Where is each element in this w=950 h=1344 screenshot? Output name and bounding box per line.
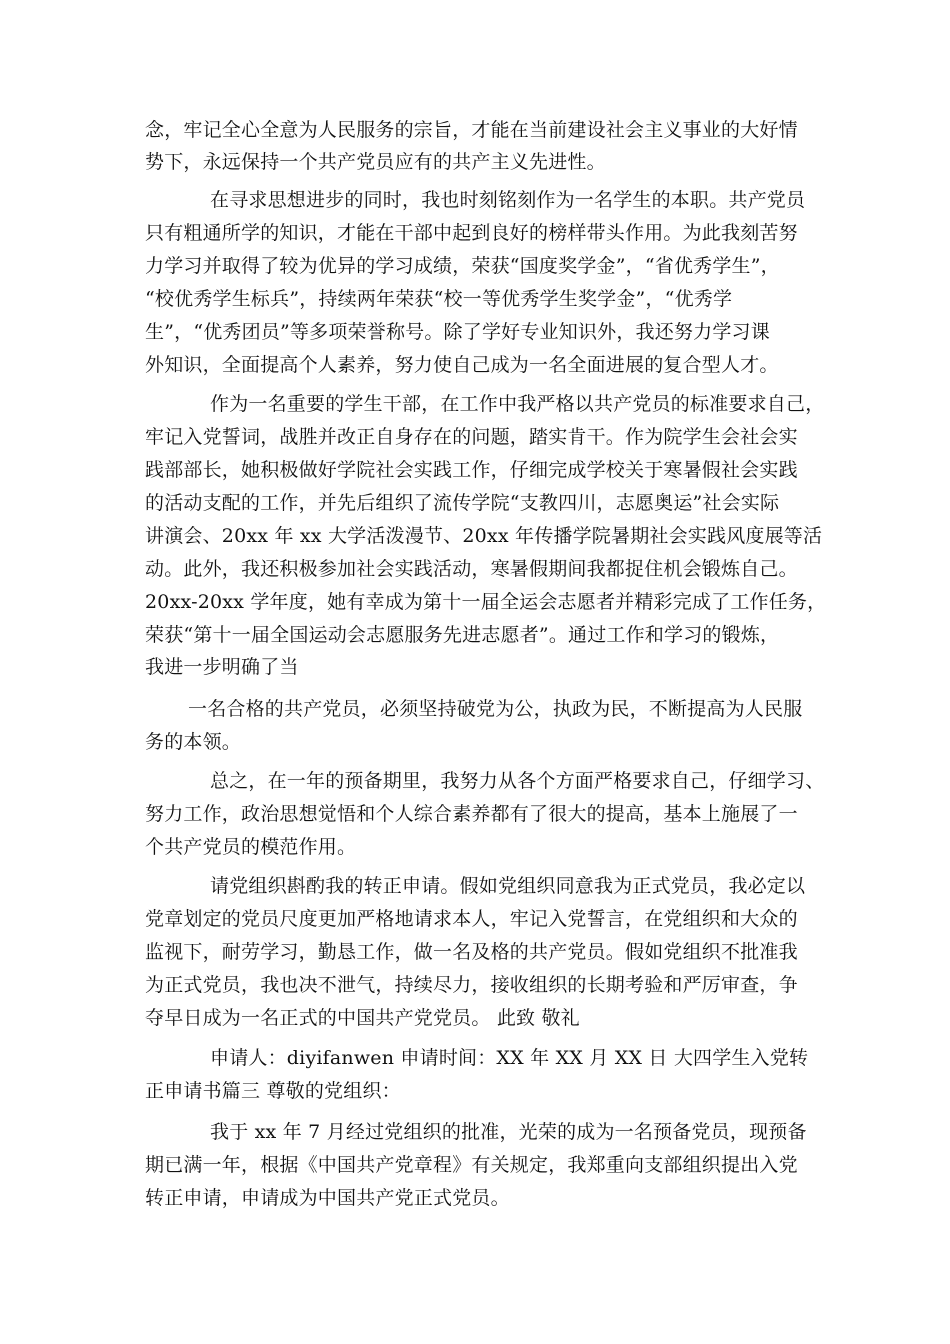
text-line: 我进一步明确了当 [145,656,299,678]
text-line: 力学习并取得了较为优异的学习成绩，荣获“国度奖学金”，“省优秀学生”， [145,255,780,277]
paragraph-start-line: 总之，在一年的预备期里，我努力从各个方面严格要求自己，仔细学习、 [210,770,825,792]
section-heading-line: 正申请书篇三 尊敬的党组织： [145,1080,401,1102]
text-line: 生”，“优秀团员”等多项荣誉称号。除了学好专业知识外，我还努力学习课 [145,321,770,343]
text-line: 荣获“第十一届全国运动会志愿服务先进志愿者”。通过工作和学习的锻炼， [145,624,780,646]
paragraph-start-line: 请党组织斟酌我的转正申请。假如党组织同意我为正式党员，我必定以 [210,875,806,897]
paragraph-start-line: 我于 xx 年 7 月经过党组织的批准，光荣的成为一名预备党员，现预备 [210,1121,807,1143]
text-line: 努力工作，政治思想觉悟和个人综合素养都有了很大的提高，基本上施展了一 [145,803,798,825]
paragraph-start-line: 在寻求思想进步的同时，我也时刻铭刻作为一名学生的本职。共产党员 [210,189,806,211]
text-line: 20xx-20xx 学年度，她有幸成为第十一届全运会志愿者并精彩完成了工作任务， [145,591,827,613]
text-line: 势下，永远保持一个共产党员应有的共产主义先进性。 [145,151,606,173]
text-line: 转正申请，申请成为中国共产党正式党员。 [145,1187,510,1209]
text-line: 念，牢记全心全意为人民服务的宗旨，才能在当前建设社会主义事业的大好情 [145,119,798,141]
text-line: 的活动支配的工作，并先后组织了流传学院“支教四川，志愿奥运”社会实际 [145,492,780,514]
applicant-line: 申请人：diyifanwen 申请时间：XX 年 XX 月 XX 日 大四学生入党转 [210,1047,809,1069]
text-line: 务的本领。 [145,731,242,753]
text-line: 夺早日成为一名正式的中国共产党党员。 此致 敬礼 [145,1007,580,1029]
text-line: 外知识，全面提高个人素养，努力使自己成为一名全面进展的复合型人才。 [145,354,779,376]
paragraph-start-line: 作为一名重要的学生干部，在工作中我严格以共产党员的标准要求自己， [210,393,825,415]
text-line: 期已满一年，根据《中国共产党章程》有关规定，我郑重向支部组织提出入党 [145,1154,798,1176]
text-line: 党章划定的党员尺度更加严格地请求本人，牢记入党誓言，在党组织和大众的 [145,908,798,930]
text-line: 动。此外，我还积极参加社会实践活动，寒暑假期间我都捉住机会锻炼自己。 [145,558,798,580]
text-line: 为正式党员，我也决不泄气，持续尽力，接收组织的长期考验和严厉审查，争 [145,974,798,996]
text-line: 监视下，耐劳学习，勤恳工作，做一名及格的共产党员。假如党组织不批准我 [145,941,798,963]
text-line: 牢记入党誓词，战胜并改正自身存在的问题，踏实肯干。作为院学生会社会实 [145,426,798,448]
text-line: “校优秀学生标兵”，持续两年荣获“校一等优秀学生奖学金”，“优秀学 [145,288,733,310]
paragraph-start-line: 一名合格的共产党员，必须坚持破党为公，执政为民，不断提高为人民服 [188,698,803,720]
text-line: 践部部长，她积极做好学院社会实践工作，仔细完成学校关于寒暑假社会实践 [145,459,798,481]
text-line: 个共产党员的模范作用。 [145,836,357,858]
text-line: 只有粗通所学的知识，才能在干部中起到良好的榜样带头作用。为此我刻苦努 [145,222,798,244]
text-line: 讲演会、20xx 年 xx 大学活泼漫节、20xx 年传播学院暑期社会实践风度展等活 [145,525,823,547]
